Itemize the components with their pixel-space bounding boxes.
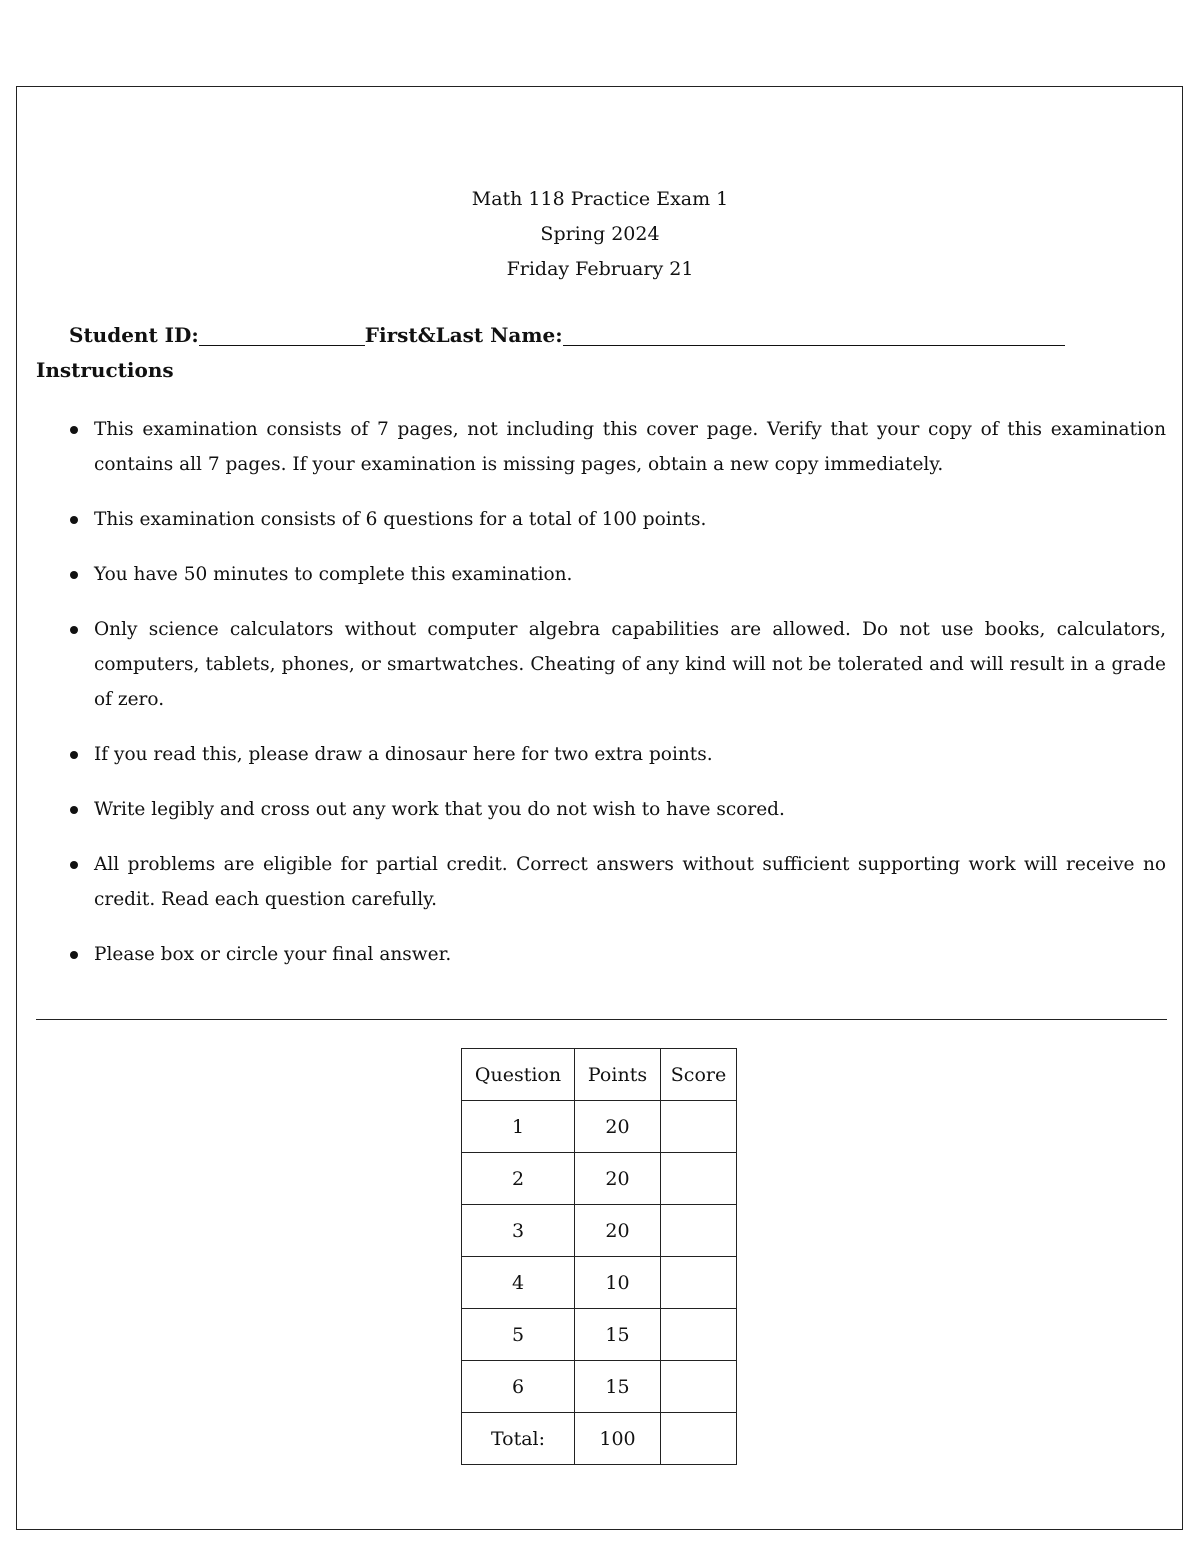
- question-cell: 5: [462, 1309, 575, 1361]
- points-cell: 20: [575, 1153, 661, 1205]
- score-cell[interactable]: [661, 1101, 737, 1153]
- student-name-blank[interactable]: [563, 321, 1065, 346]
- bullet-icon: [70, 426, 78, 434]
- instruction-item: [94, 412, 1166, 482]
- exam-title: Math 118 Practice Exam 1: [471, 188, 729, 210]
- student-id-blank[interactable]: [199, 321, 365, 346]
- instructions-heading: Instructions: [36, 358, 174, 382]
- bullet-icon: [70, 861, 78, 869]
- table-row: [462, 1257, 737, 1309]
- bullet-icon: [70, 806, 78, 814]
- score-cell[interactable]: [661, 1309, 737, 1361]
- score-cell[interactable]: [661, 1153, 737, 1205]
- instruction-item: [94, 502, 1166, 537]
- instruction-text: If you read this, please draw a dinosaur here for two extra points.: [94, 744, 713, 765]
- instruction-text: This examination consists of 6 questions for a total of 100 points.: [94, 509, 707, 530]
- table-row: [462, 1309, 737, 1361]
- points-cell: 15: [575, 1361, 661, 1413]
- points-cell: 10: [575, 1257, 661, 1309]
- points-cell: 20: [575, 1205, 661, 1257]
- instruction-text: Please box or circle your final answer.: [94, 944, 452, 965]
- table-row: [462, 1361, 737, 1413]
- bullet-icon: [70, 951, 78, 959]
- bullet-icon: [70, 516, 78, 524]
- instruction-item: [94, 792, 1166, 827]
- student-info-line: [69, 318, 1065, 352]
- table-row-total: [462, 1413, 737, 1465]
- section-divider: [36, 1019, 1167, 1020]
- score-cell[interactable]: [661, 1257, 737, 1309]
- score-cell[interactable]: [661, 1205, 737, 1257]
- total-points-cell: 100: [575, 1413, 661, 1465]
- score-table: [461, 1048, 737, 1465]
- instruction-text: Only science calculators without computer algebra capabilities are allowed. Do not use books, calculators, computers, tablets, phones, or smartwatches. Cheating of any kind will not be tolerated and will result in a grade of zero.: [94, 619, 1166, 710]
- column-header-points: Points: [575, 1049, 661, 1101]
- points-cell: 20: [575, 1101, 661, 1153]
- total-label-cell: Total:: [462, 1413, 575, 1465]
- question-cell: 3: [462, 1205, 575, 1257]
- table-header-row: [462, 1049, 737, 1101]
- question-cell: 1: [462, 1101, 575, 1153]
- question-cell: 4: [462, 1257, 575, 1309]
- exam-date: Friday February 21: [506, 258, 694, 280]
- instructions-list: [94, 412, 1166, 992]
- instruction-item: [94, 847, 1166, 917]
- question-cell: 2: [462, 1153, 575, 1205]
- instruction-item: [94, 557, 1166, 592]
- table-row: [462, 1101, 737, 1153]
- student-id-label: Student ID:: [69, 323, 199, 347]
- points-cell: 15: [575, 1309, 661, 1361]
- instruction-text: Write legibly and cross out any work that you do not wish to have scored.: [94, 799, 785, 820]
- column-header-score: Score: [661, 1049, 737, 1101]
- score-cell[interactable]: [661, 1361, 737, 1413]
- instruction-item: [94, 612, 1166, 717]
- exam-term: Spring 2024: [540, 223, 660, 245]
- instruction-item: [94, 737, 1166, 772]
- total-score-cell[interactable]: [661, 1413, 737, 1465]
- bullet-icon: [70, 626, 78, 634]
- bullet-icon: [70, 571, 78, 579]
- student-name-label: First&Last Name:: [364, 323, 563, 347]
- instruction-text: You have 50 minutes to complete this examination.: [94, 564, 573, 585]
- column-header-question: Question: [462, 1049, 575, 1101]
- question-cell: 6: [462, 1361, 575, 1413]
- instruction-text: All problems are eligible for partial credit. Correct answers without sufficient supporting work will receive no credit. Read each question carefully.: [94, 854, 1166, 910]
- instruction-item: [94, 937, 1166, 972]
- table-row: [462, 1153, 737, 1205]
- instruction-text: This examination consists of 7 pages, not including this cover page. Verify that your copy of this examination contains all 7 pages. If your examination is missing pages, obtain a new copy immediately.: [94, 419, 1166, 475]
- table-row: [462, 1205, 737, 1257]
- bullet-icon: [70, 751, 78, 759]
